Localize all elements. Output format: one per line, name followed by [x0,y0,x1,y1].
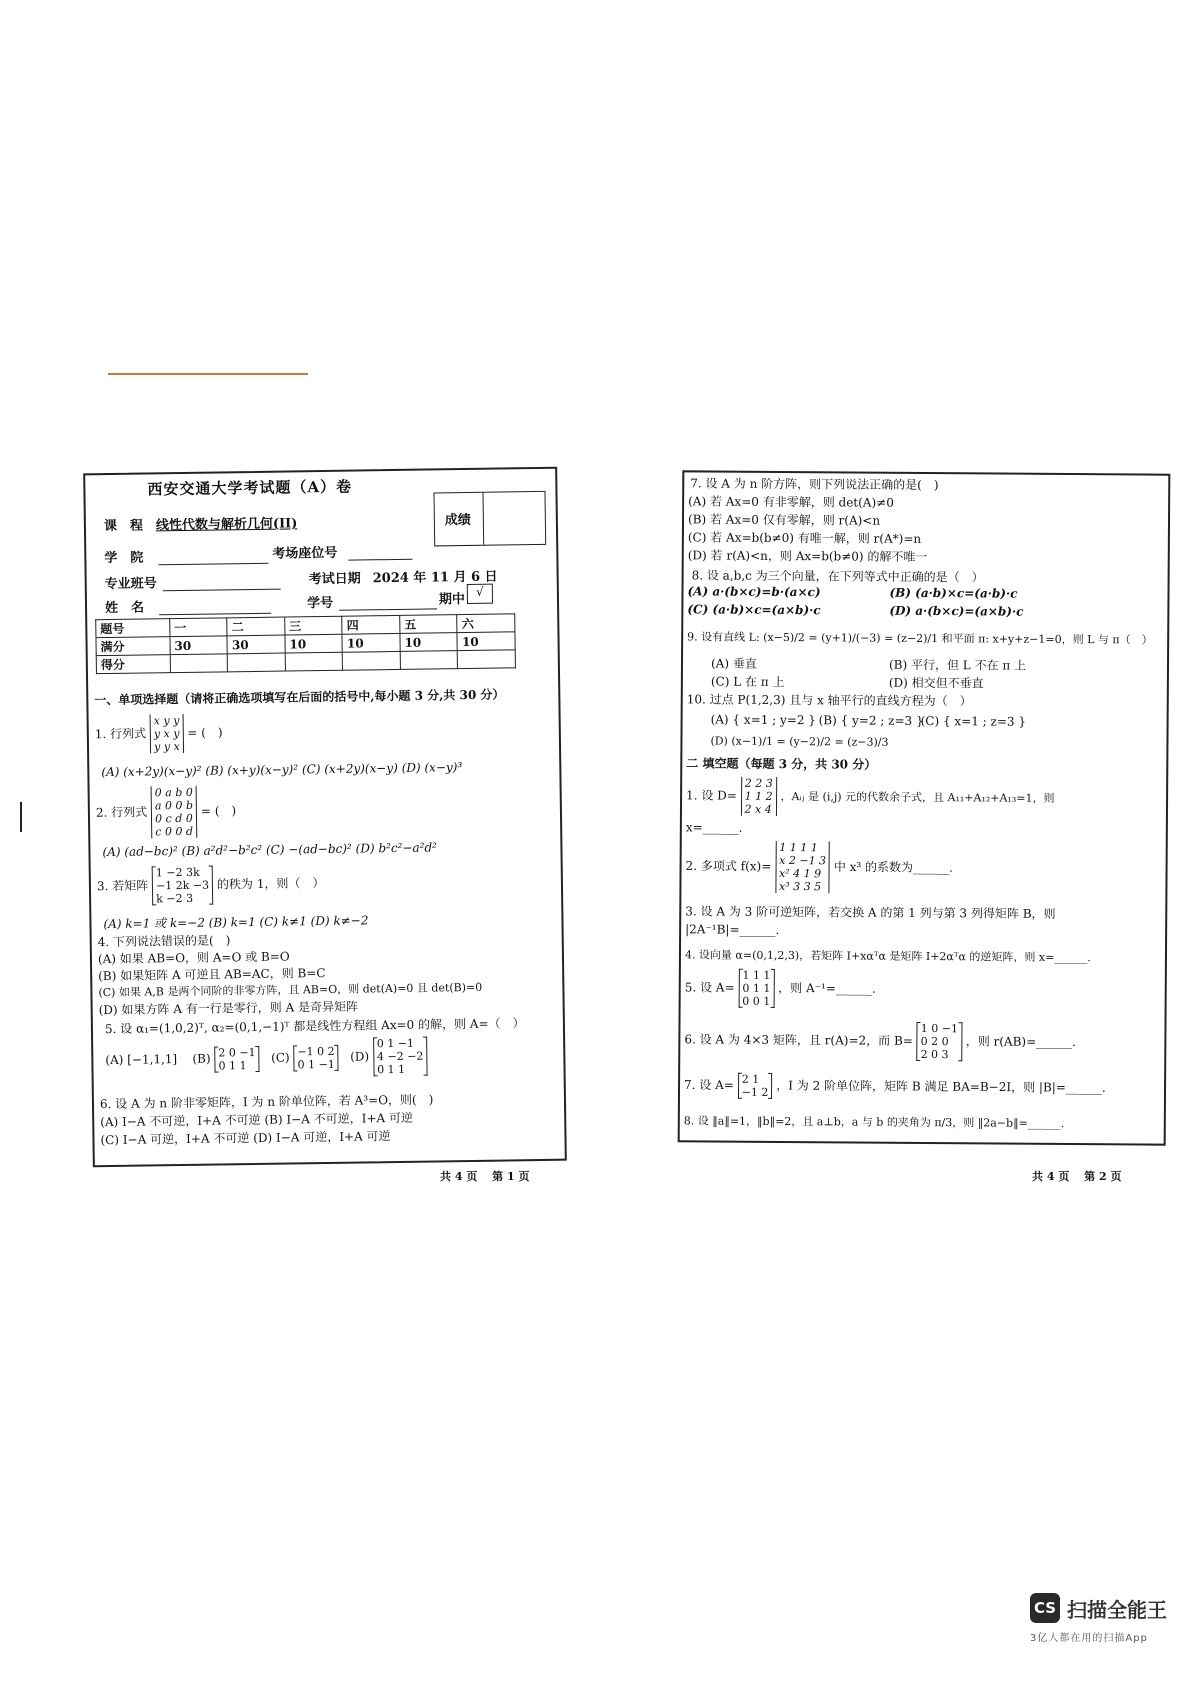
grade-cell: 10 [400,633,458,652]
grade-cell[interactable] [343,651,401,670]
f1-determinant: 2 2 3 1 1 2 2 x 4 [741,777,777,816]
exam-title: 西安交通大学考试题（A）卷 [147,477,353,499]
question-4: 4. 下列说法错误的是( ) [97,933,231,950]
fill-2 [685,840,953,894]
question-9: 9. 设有直线 L: (x−5)/2 = (y+1)/(−3) = (z−2)/1 和平面 π: x+y+z−1=0，则 L 与 π（ ） [687,630,1153,647]
question-7: 7. 设 A 为 n 阶方阵，则下列说法正确的是( ) [690,476,939,493]
date-label: 考试日期 [308,571,361,588]
grade-cell: 二 [227,617,285,636]
page-1-footer: 共 4 页 第 1 页 [440,1170,530,1183]
q5-option-d-label: (D) [350,1049,370,1064]
question-1-tail: = ( ) [187,725,223,740]
grade-cell: 10 [342,633,400,652]
exam-page-2 [678,470,1171,1145]
question-4-option-b: (B) 如果矩阵 A 可逆且 AB=AC，则 B=C [98,966,326,984]
question-2-options: (A) (ad−bc)² (B) a²d²−b²c² (C) −(ad−bc)² (D) b²c²−a²d² [102,840,438,860]
score-label: 成绩 [444,512,471,529]
fill-2-stem: 2. 多项式 f(x)= [685,858,772,874]
fill-7 [684,1072,1106,1101]
grade-cell[interactable] [285,652,343,671]
fill-6-tail: ，则 r(AB)=______. [965,1034,1077,1050]
q5-option-c-label: (C) [271,1050,290,1065]
grade-table [95,613,516,674]
question-6: 6. 设 A 为 n 阶非零矩阵，I 为 n 阶单位阵，若 A³=O，则( ) [99,1092,434,1112]
question-10-option-d: (D) (x−1)/1 = (y−2)/2 = (z−3)/3 [710,734,889,749]
class-label: 专业班号 [104,576,157,593]
question-8-option-a: (A) a·(b×c)=b·(a×c) [687,584,821,600]
question-1-stem: 1. 行列式 [94,726,147,742]
question-4-option-c: (C) 如果 A,B 是两个同阶的非零方阵，且 AB=O，则 det(A)=0 且 det(B)=0 [98,980,483,1000]
question-7-option-c: (C) 若 Ax=b(b≠0) 有唯一解，则 r(A*)=n [687,530,922,546]
course-value: 线性代数与解析几何(II) [155,516,298,534]
grade-cell: 得分 [96,655,170,674]
scan-mark [20,802,22,832]
fill-3-answer[interactable]: |2A⁻¹B|=______. [685,922,780,937]
fill-5-stem: 5. 设 A= [684,980,735,995]
fill-7-tail: ，I 为 2 阶单位阵，矩阵 B 满足 BA=B−2I，则 |B|=______. [776,1078,1106,1095]
q5-option-d-matrix: 0 1 −1 4 −2 −2 0 1 1 [373,1037,428,1077]
grade-cell: 三 [285,616,343,635]
question-5: 5. 设 α₁=(1,0,2)ᵀ, α₂=(0,1,−1)ᵀ 都是线性方程组 Ax=0 的解，则 A=（ ） [104,1016,525,1037]
question-10: 10. 过点 P(1,2,3) 且与 x 轴平行的直线方程为（ ） [686,692,972,709]
f2-determinant: 1 1 1 1 x 2 −1 3 x² 4 1 9 x³ 3 3 5 [775,841,830,893]
q5-option-c-matrix: −1 0 2 0 1 −1 [293,1044,339,1071]
grade-cell: 五 [400,615,458,634]
question-8: 8. 设 a,b,c 为三个向量，在下列等式中正确的是（ ） [691,568,984,585]
grade-cell: 满分 [96,637,170,656]
fill-1-stem: 1. 设 D= [686,788,737,803]
q5-option-a: (A) [−1,1,1] [105,1052,178,1068]
grade-cell: 四 [342,615,400,634]
question-9-option-d: (D) 相交但不垂直 [888,675,984,691]
question-9-option-c: (C) L 在 π 上 [710,674,785,690]
grade-cell: 一 [170,618,228,637]
question-3-tail: 的秩为 1，则（ ） [216,876,325,892]
question-6-options-cd: (C) I−A 可逆，I+A 不可逆 (D) I−A 可逆，I+A 可逆 [100,1129,391,1148]
section-1-heading: 一、单项选择题（请将正确选项填写在后面的括号中,每小题 3 分,共 30 分） [94,687,505,708]
question-8-option-d: (D) a·(b×c)=(a×b)·c [889,603,1024,619]
fill-1 [686,776,1055,818]
question-10-option-c: (C) { x=1 ; z=3 } [920,713,1027,729]
college-label: 学 院 [104,550,144,567]
exam-page-1 [83,467,567,1168]
scan-stroke [108,373,308,375]
question-9-option-b: (B) 平行，但 L 不在 π 上 [888,657,1027,673]
f5-matrix: 1 1 1 0 1 1 0 0 1 [738,969,774,1008]
question-7-option-d: (D) 若 r(A)<n，则 Ax=b(b≠0) 的解不唯一 [687,548,928,565]
term-checkbox[interactable]: √ [467,584,493,604]
name-label: 姓 名 [104,600,145,617]
fill-3: 3. 设 A 为 3 阶可逆矩阵，若交换 A 的第 1 列与第 3 列得矩阵 B，则 [685,904,1056,921]
question-9-option-a: (A) 垂直 [710,656,757,671]
question-8-option-c: (C) (a·b)×c=(a×b)·c [687,602,821,618]
score-box [433,491,546,547]
id-label: 学号 [306,595,334,612]
grade-cell: 30 [170,636,228,655]
question-5-options [105,1037,428,1080]
question-4-option-d: (D) 如果方阵 A 有一行是零行，则 A 是奇异矩阵 [98,999,359,1018]
page-2-footer: 共 4 页 第 2 页 [1032,1170,1122,1183]
q5-option-b-label: (B) [192,1051,211,1066]
fill-8: 8. 设 ‖a‖=1，‖b‖=2，且 a⊥b，a 与 b 的夹角为 π/3，则 ‖2a−b‖=______. [683,1114,1065,1130]
question-10-option-b: (B) { y=2 ; z=3 } [818,713,924,728]
f7-matrix: 2 1 −1 2 [738,1073,773,1099]
question-1 [95,713,223,754]
grade-cell: 10 [457,632,515,651]
term-label: 期中 [438,592,466,608]
question-10-option-a: (A) { x=1 ; y=2 } [710,712,817,728]
f6-matrix: 1 0 −1 0 2 0 2 0 3 [917,1022,962,1061]
camscanner-logo-icon: CS [1030,1593,1060,1623]
q2-determinant: 0 a b 0 a 0 0 b 0 c d 0 c 0 0 d [151,786,198,839]
question-2-tail: = ( ) [200,803,237,819]
question-7-option-a: (A) 若 Ax=0 有非零解，则 det(A)≠0 [688,494,894,510]
fill-1-answer[interactable]: x=______. [685,820,743,835]
q5-option-b-matrix: 2 0 −1 0 1 1 [214,1045,260,1072]
question-6-options-ab: (A) I−A 不可逆，I+A 不可逆 (B) I−A 不可逆，I+A 可逆 [100,1110,414,1130]
seat-label: 考场座位号 [272,545,338,562]
grade-cell: 六 [457,614,515,633]
fill-6-stem: 6. 设 A 为 4×3 矩阵，且 r(A)=2，而 B= [684,1032,913,1048]
grade-cell: 10 [285,634,343,653]
course-label: 课 程 [103,518,144,535]
grade-cell[interactable] [458,650,516,669]
grade-cell: 30 [227,635,285,654]
question-3 [97,864,325,906]
id-field[interactable] [339,592,437,610]
question-1-options: (A) (x+2y)(x−y)² (B) (x+y)(x−y)² (C) (x+2y)(x−y) (D) (x−y)³ [101,760,463,780]
fill-6 [684,1020,1076,1062]
name-field[interactable] [159,597,271,616]
question-7-option-b: (B) 若 Ax=0 仅有零解，则 r(A)<n [687,512,881,528]
grade-cell[interactable] [400,651,458,670]
class-field[interactable] [163,573,281,592]
camscanner-tagline: 3亿人都在用的扫描App [1030,1633,1148,1644]
fill-4: 4. 设向量 α=(0,1,2,3)，若矩阵 I+xαᵀα 是矩阵 I+2αᵀα 的逆矩阵，则 x=______. [684,948,1091,965]
q1-determinant: x y y y x y y y x [150,714,184,753]
q3-matrix: 1 −2 3k −1 2k −3 k −2 3 [152,866,214,906]
grade-cell[interactable] [170,654,228,673]
question-4-option-a: (A) 如果 AB=O，则 A=O 或 B=O [97,949,290,967]
grade-cell[interactable] [228,653,286,672]
question-2 [96,785,237,839]
camscanner-name: 扫描全能王 [1067,1598,1167,1622]
seat-field[interactable] [348,543,412,561]
fill-2-tail: 中 x³ 的系数为______. [833,859,953,875]
question-8-option-b: (B) (a·b)×c=(a·b)·c [889,585,1018,601]
section-2-heading: 二 填空题（每题 3 分，共 30 分） [686,756,877,772]
question-3-stem: 3. 若矩阵 [96,878,149,894]
date-value: 2024 年 11 月 6 日 [372,569,498,587]
grade-cell: 题号 [96,619,170,638]
fill-5 [685,968,876,1008]
fill-7-stem: 7. 设 A= [684,1077,734,1093]
college-field[interactable] [158,547,268,566]
fill-5-tail: ，则 A⁻¹=______. [778,980,876,996]
fill-1-tail: ，Aᵢⱼ 是 (i,j) 元的代数余子式，且 A₁₁+A₁₂+A₁₃=1，则 [780,789,1055,805]
question-3-options: (A) k=1 或 k=−2 (B) k=1 (C) k≠1 (D) k≠−2 [103,913,369,932]
question-2-stem: 2. 行列式 [95,804,148,820]
